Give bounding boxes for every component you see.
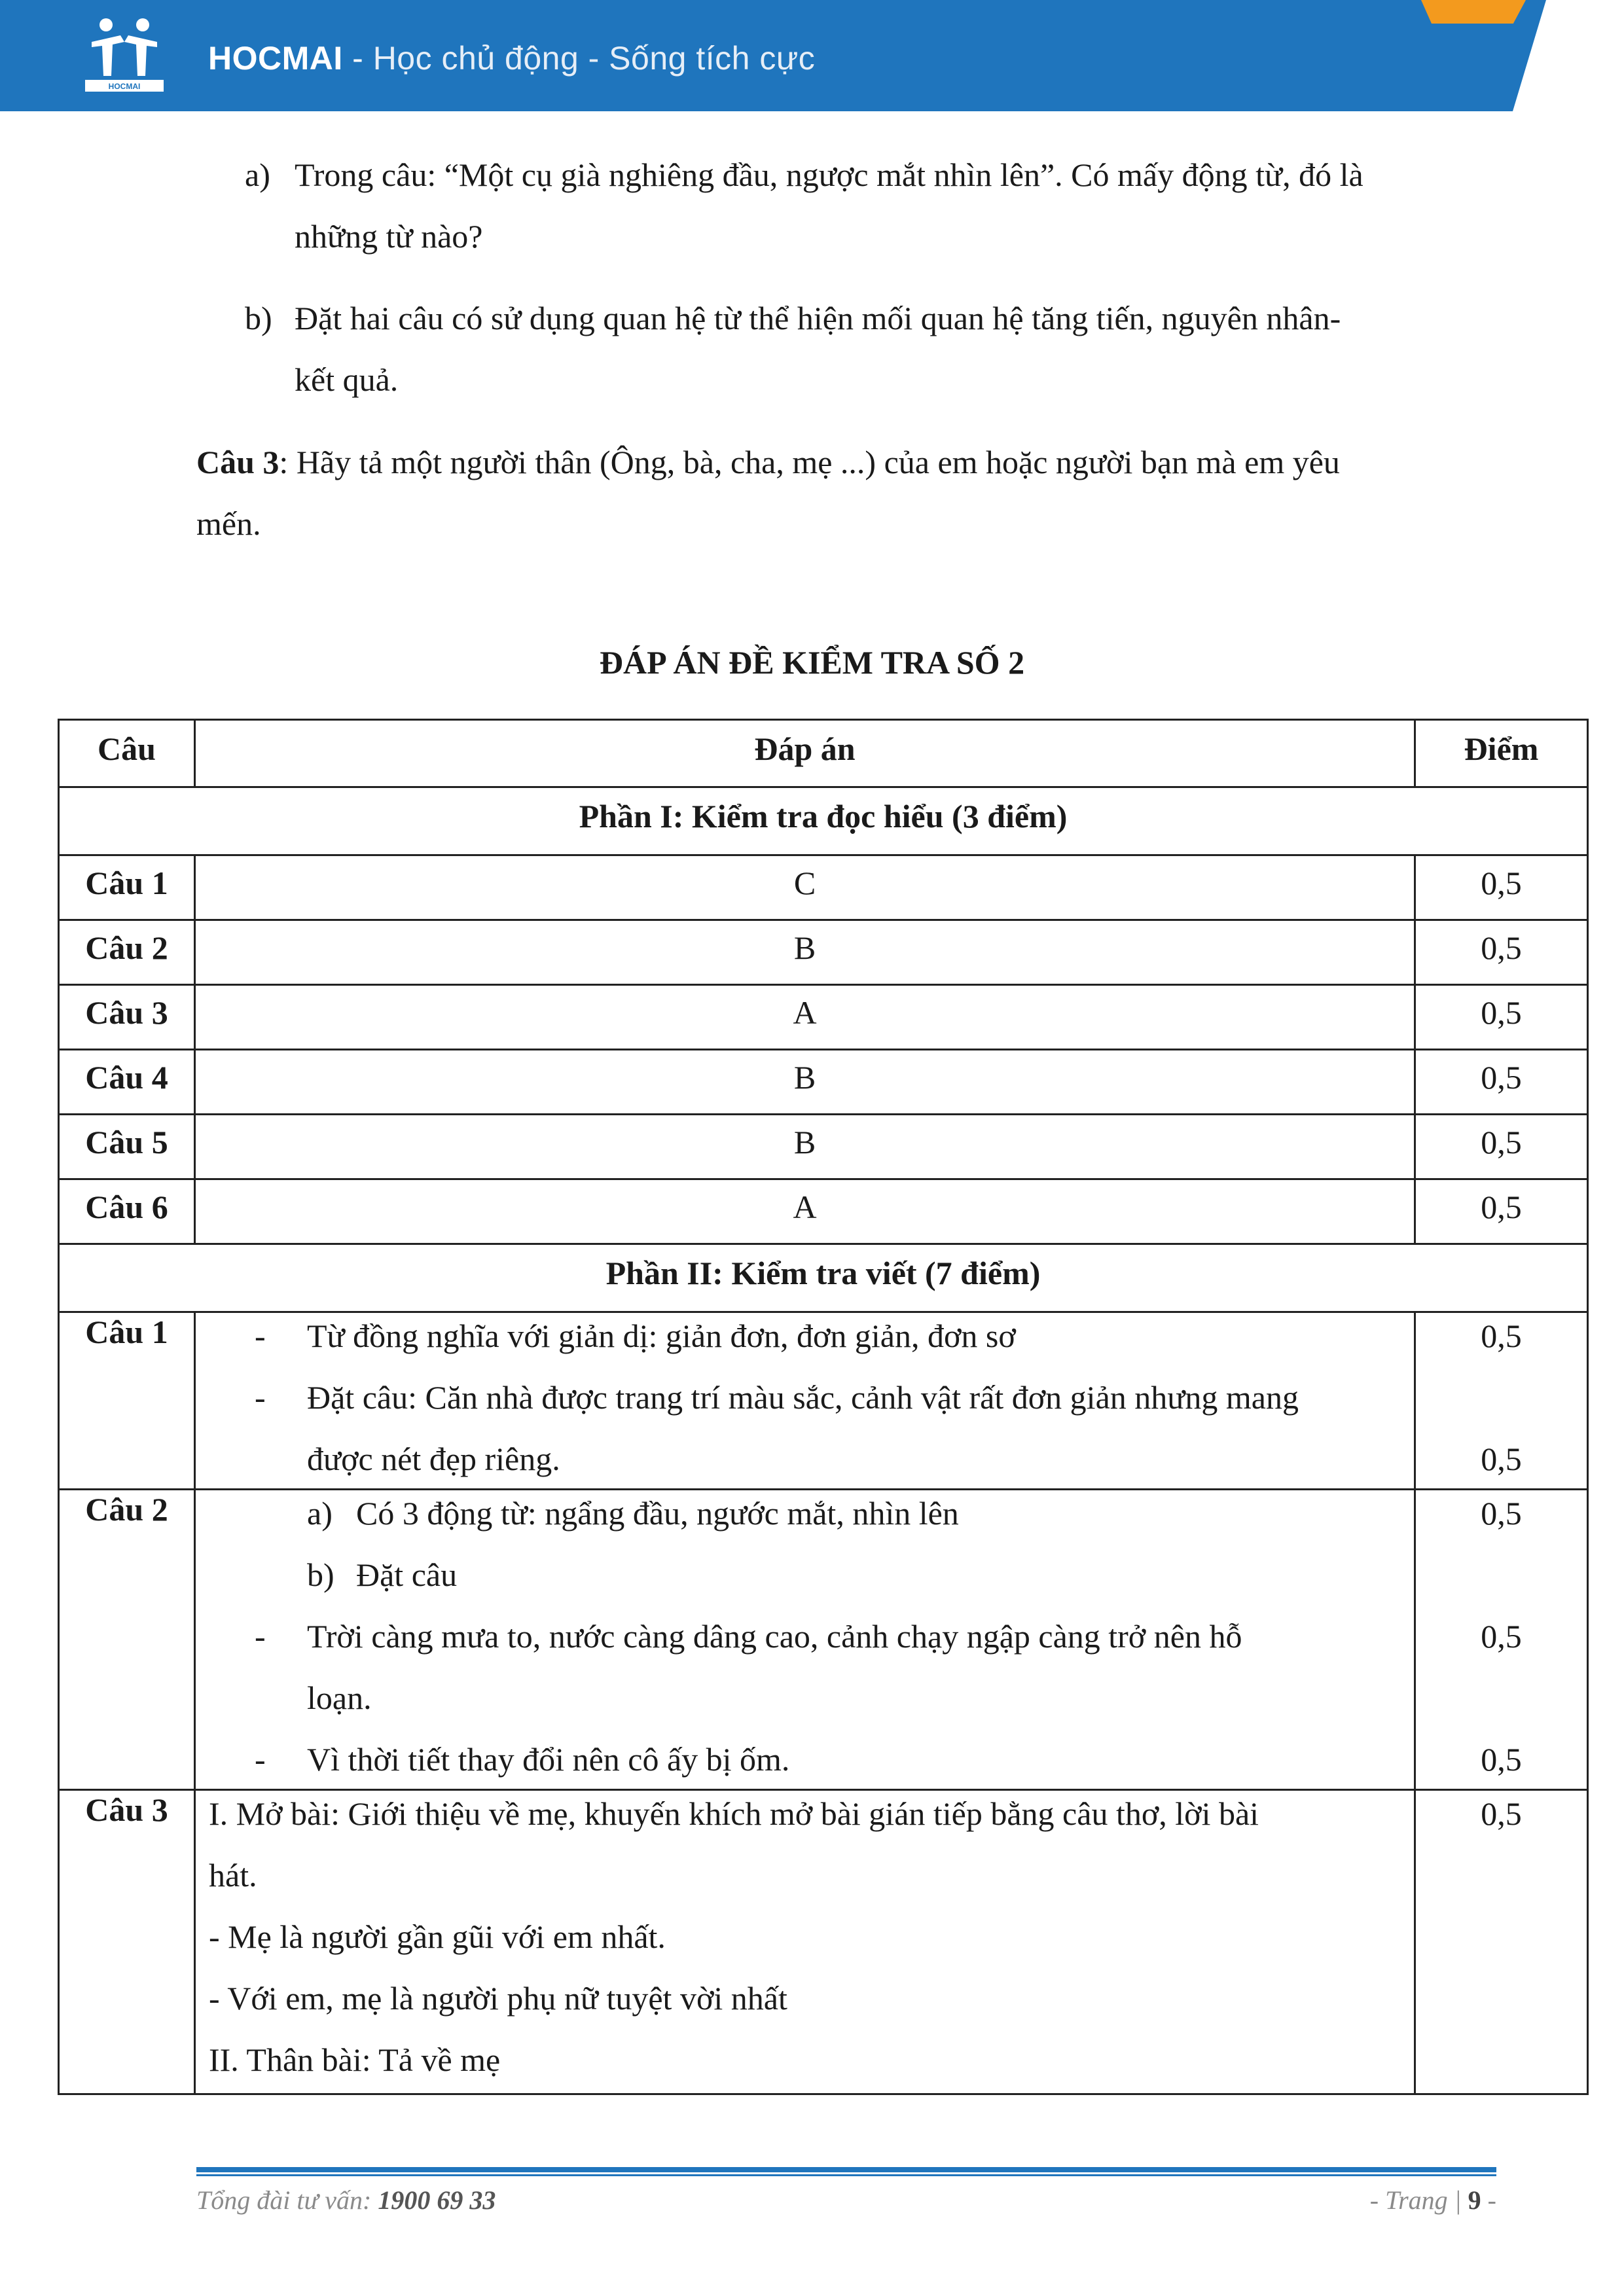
mc-answer: B xyxy=(195,920,1415,985)
mc-question: Câu 4 xyxy=(59,1050,195,1115)
header-question: Câu xyxy=(59,720,195,787)
question-b-line-2: kết quả. xyxy=(295,361,399,398)
mc-question: Câu 2 xyxy=(59,920,195,985)
score-value: 0,5 xyxy=(1481,1741,1522,1778)
brand-separator: - xyxy=(342,40,373,77)
section-2-row xyxy=(59,1244,1588,1312)
brand-slogan: Học chủ động - Sống tích cực xyxy=(372,40,816,77)
mc-answer: A xyxy=(195,1179,1415,1244)
question-b-label: b) xyxy=(245,300,272,336)
question-b-line-1: Đặt hai câu có sử dụng quan hệ từ thể hiện mối quan hệ tăng tiến, nguyên nhân- xyxy=(295,300,1341,336)
sub-label: a) xyxy=(307,1495,333,1532)
page-header xyxy=(0,0,1624,111)
writing-score-3 xyxy=(1415,1790,1588,2094)
mc-question: Câu 6 xyxy=(59,1179,195,1244)
answer-line xyxy=(209,1313,1401,1374)
answer-line: - Mẹ là người gần gũi với em nhất. xyxy=(209,1918,666,1955)
question-3-line-2: mến. xyxy=(196,505,261,542)
table-row xyxy=(59,1790,1588,2094)
answer-line xyxy=(209,1613,1401,1675)
answer-line: I. Mở bài: Giới thiệu về mẹ, khuyến khích mở bài gián tiếp bằng câu thơ, lời bài xyxy=(209,1795,1259,1832)
score-spacer xyxy=(1429,1675,1574,1736)
answer-text: Từ đồng nghĩa với giản dị: giản đơn, đơn giản, đơn sơ xyxy=(307,1318,1016,1354)
question-3-text: : Hãy tả một người thân (Ông, bà, cha, mẹ ...) của em hoặc người bạn mà em yêu xyxy=(279,444,1340,480)
table-row xyxy=(59,855,1588,920)
answer-text: Có 3 động từ: ngẩng đầu, ngước mắt, nhìn lên xyxy=(356,1495,959,1532)
score-value: 0,5 xyxy=(1481,1441,1522,1477)
score-value: 0,5 xyxy=(1481,1618,1522,1655)
dash-marker: - xyxy=(255,1741,266,1778)
header-accent-top xyxy=(1421,0,1526,24)
writing-question-1: Câu 1 xyxy=(59,1312,195,1490)
answer-line: - Với em, mẹ là người phụ nữ tuyệt vời nhất xyxy=(209,1980,787,2017)
answer-table xyxy=(58,719,1589,2095)
brand-text xyxy=(208,39,815,77)
writing-answer-1 xyxy=(195,1312,1415,1490)
answer-text: Đặt câu: Căn nhà được trang trí màu sắc, cảnh vật rất đơn giản nhưng mang xyxy=(307,1379,1299,1416)
hocmai-logo-icon xyxy=(79,16,170,94)
answer-line xyxy=(209,1490,1401,1552)
writing-answer-3 xyxy=(195,1790,1415,2094)
mc-answer: B xyxy=(195,1050,1415,1115)
dash-marker: - xyxy=(255,1379,266,1416)
answer-line xyxy=(209,1736,1401,1789)
question-a-label: a) xyxy=(245,156,270,193)
section-2-title: Phần II: Kiểm tra viết (7 điểm) xyxy=(59,1244,1588,1312)
hotline-label: Tổng đài tư vấn: xyxy=(196,2185,378,2215)
answer-line xyxy=(209,1552,1401,1613)
table-row xyxy=(59,920,1588,985)
page-number: 9 xyxy=(1468,2185,1481,2215)
writing-score-1 xyxy=(1415,1312,1588,1490)
mc-score: 0,5 xyxy=(1415,1179,1588,1244)
score-spacer xyxy=(1429,1552,1574,1613)
mc-score: 0,5 xyxy=(1415,855,1588,920)
answer-line: loạn. xyxy=(307,1679,372,1716)
dash-marker: - xyxy=(255,1618,266,1655)
table-row xyxy=(59,1490,1588,1790)
answer-line xyxy=(209,1374,1401,1436)
section-1-title: Phần I: Kiểm tra đọc hiểu (3 điểm) xyxy=(59,787,1588,855)
mc-answer: B xyxy=(195,1115,1415,1179)
brand-name: HOCMAI xyxy=(208,40,343,77)
page-prefix: - Trang | xyxy=(1369,2185,1468,2215)
sub-label: b) xyxy=(307,1556,334,1593)
table-header-row xyxy=(59,720,1588,787)
footer-hotline xyxy=(196,2185,496,2215)
answer-line: được nét đẹp riêng. xyxy=(307,1441,560,1477)
answer-text: Trời càng mưa to, nước càng dâng cao, cảnh chạy ngập càng trở nên hỗ xyxy=(307,1618,1242,1655)
answer-line: II. Thân bài: Tả về mẹ xyxy=(209,2041,501,2078)
footer-rule-thin xyxy=(196,2174,1496,2176)
answer-title: ĐÁP ÁN ĐỀ KIỂM TRA SỐ 2 xyxy=(599,644,1025,681)
mc-question: Câu 5 xyxy=(59,1115,195,1179)
writing-question-3: Câu 3 xyxy=(59,1790,195,2094)
score-spacer xyxy=(1429,1374,1574,1436)
header-accent-corner xyxy=(1513,0,1624,111)
writing-question-2: Câu 2 xyxy=(59,1490,195,1790)
question-a-line-2: những từ nào? xyxy=(295,218,483,255)
table-row xyxy=(59,1179,1588,1244)
answer-text: Đặt câu xyxy=(356,1556,458,1593)
footer-page-number xyxy=(1370,2185,1496,2215)
answer-text: Vì thời tiết thay đổi nên cô ấy bị ốm. xyxy=(307,1741,790,1778)
mc-score: 0,5 xyxy=(1415,1115,1588,1179)
writing-answer-2 xyxy=(195,1490,1415,1790)
hotline-number: 1900 69 33 xyxy=(378,2185,496,2215)
dash-marker: - xyxy=(255,1318,266,1354)
mc-score: 0,5 xyxy=(1415,985,1588,1050)
footer-rule-thick xyxy=(196,2167,1496,2172)
writing-score-2 xyxy=(1415,1490,1588,1790)
table-row xyxy=(59,985,1588,1050)
mc-answer: C xyxy=(195,855,1415,920)
score-value: 0,5 xyxy=(1481,1495,1522,1532)
question-a-line-1: Trong câu: “Một cụ già nghiêng đầu, ngược mắt nhìn lên”. Có mấy động từ, đó là xyxy=(295,156,1363,193)
mc-answer: A xyxy=(195,985,1415,1050)
question-3-line-1 xyxy=(196,442,1340,482)
score-value: 0,5 xyxy=(1481,1318,1522,1354)
page-suffix: - xyxy=(1481,2185,1496,2215)
header-answer: Đáp án xyxy=(195,720,1415,787)
mc-score: 0,5 xyxy=(1415,920,1588,985)
answer-line: hát. xyxy=(209,1857,257,1893)
header-score: Điểm xyxy=(1415,720,1588,787)
question-3-label: Câu 3 xyxy=(196,444,280,480)
section-1-row xyxy=(59,787,1588,855)
mc-score: 0,5 xyxy=(1415,1050,1588,1115)
svg-text:HOCMAI: HOCMAI xyxy=(108,82,141,91)
score-value: 0,5 xyxy=(1481,1795,1522,1832)
table-row xyxy=(59,1312,1588,1490)
table-row xyxy=(59,1050,1588,1115)
table-row xyxy=(59,1115,1588,1179)
mc-question: Câu 3 xyxy=(59,985,195,1050)
mc-question: Câu 1 xyxy=(59,855,195,920)
